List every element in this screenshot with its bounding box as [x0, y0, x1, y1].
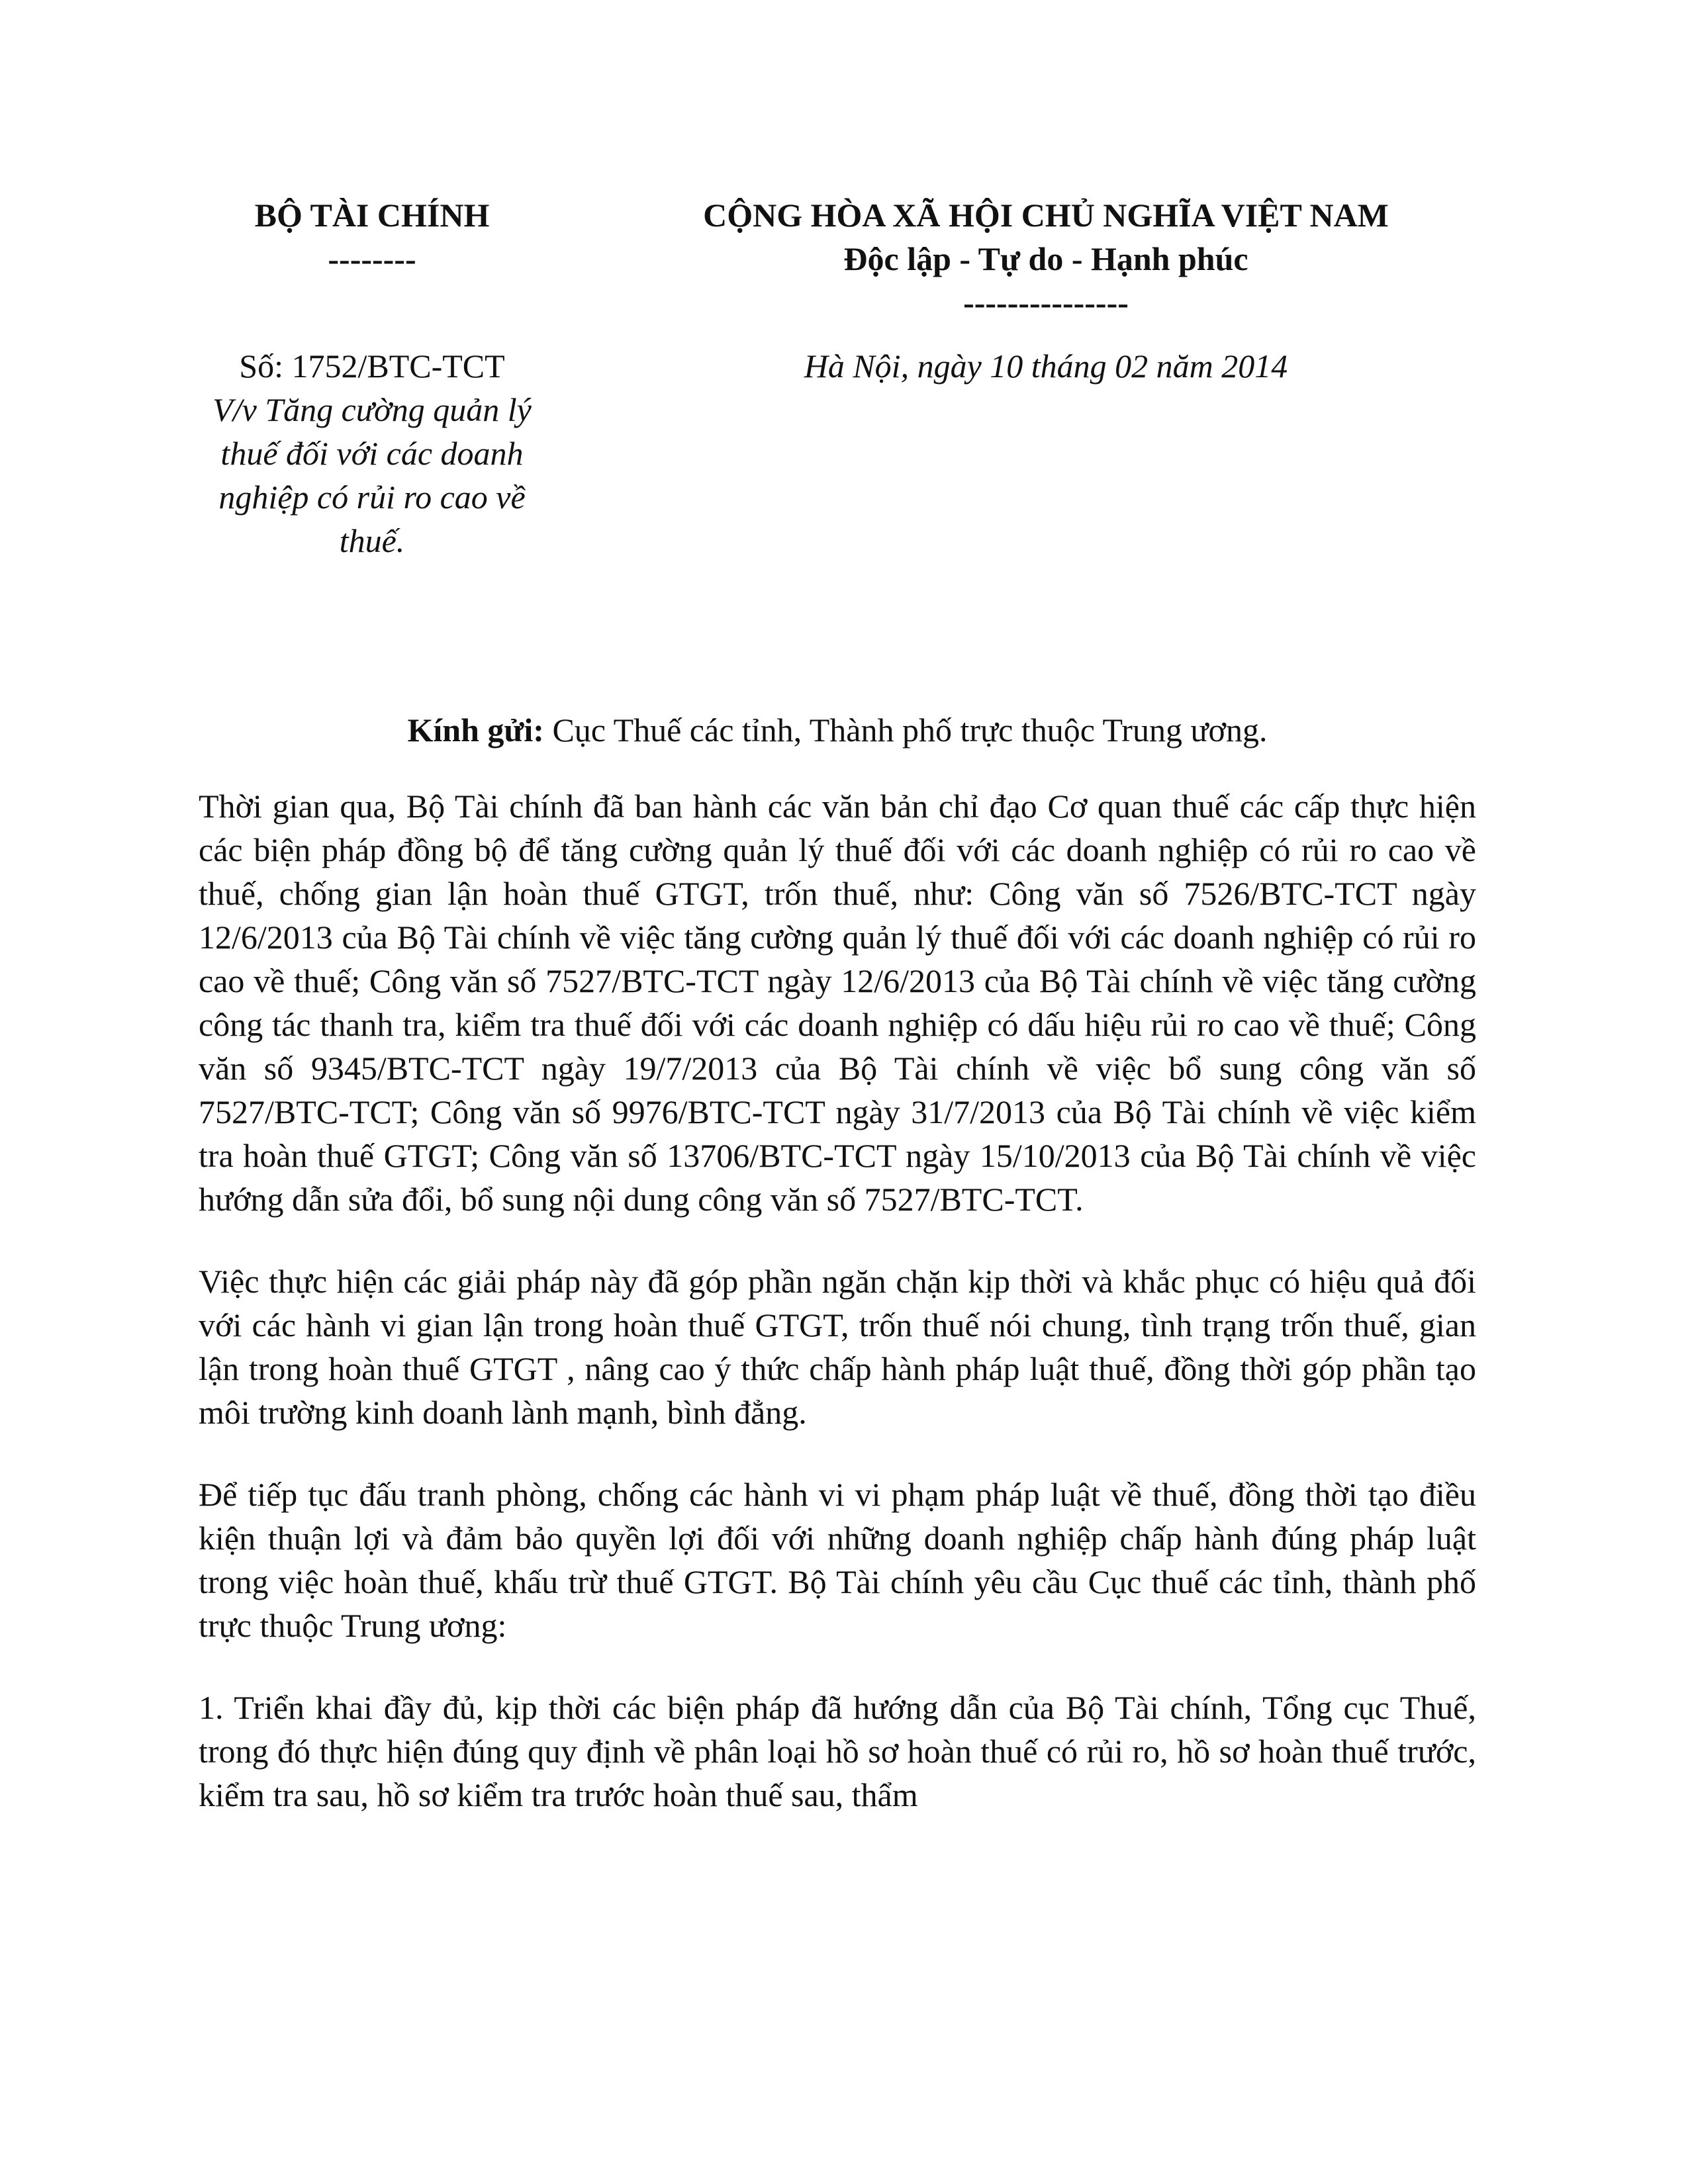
body-paragraph-3: Để tiếp tục đấu tranh phòng, chống các hành vi vi phạm pháp luật về thuế, đồng thời tạo điều kiện thuận lợi và đảm bảo quyền lợi đối với những doanh nghiệp chấp hành đúng pháp luật trong việc hoàn thuế, khấu trừ thuế GTGT. Bộ Tài chính yêu cầu Cục thuế các tỉnh, thành phố trực thuộc Trung ương: [199, 1476, 1476, 1644]
recipient-label: Kính gửi: [407, 711, 544, 749]
national-motto: Độc lập - Tự do - Hạnh phúc [843, 240, 1248, 277]
recipient-line [199, 708, 1476, 752]
document-date: Hà Nội, ngày 10 tháng 02 năm 2014 [804, 347, 1288, 385]
document-number: Số: 1752/BTC-TCT [239, 347, 505, 385]
body-paragraph-2: Việc thực hiện các giải pháp này đã góp phần ngăn chặn kịp thời và khắc phục có hiệu quả đối với các hành vi gian lận trong hoàn thuế GTGT, trốn thuế nói chung, tình trạng trốn thuế, gian lận trong hoàn thuế GTGT , nâng cao ý thức chấp hành pháp luật thuế, đồng thời góp phần tạo môi trường kinh doanh lành mạnh, bình đẳng. [199, 1263, 1476, 1431]
document-body [199, 784, 1476, 1855]
document-subject: V/v Tăng cường quản lý thuế đối với các doanh nghiệp có rủi ro cao về thuế. [212, 391, 532, 559]
national-header [616, 193, 1476, 324]
body-paragraph-4: 1. Triển khai đầy đủ, kịp thời các biện pháp đã hướng dẫn của Bộ Tài chính, Tổng cục Thuế, trong đó thực hiện đúng quy định về phân loại hồ sơ hoàn thuế có rủi ro, hồ sơ hoàn thuế trước, kiểm tra sau, hồ sơ kiểm tra trước hoàn thuế sau, thẩm [199, 1689, 1476, 1813]
country-name: CỘNG HÒA XÃ HỘI CHỦ NGHĨA VIỆT NAM [703, 197, 1389, 234]
issuing-agency: BỘ TÀI CHÍNH [254, 197, 490, 234]
motto-rule: --------------- [963, 284, 1129, 321]
document-reference [173, 344, 571, 563]
agency-rule: -------- [328, 240, 416, 277]
recipient-text: Cục Thuế các tỉnh, Thành phố trực thuộc Trung ương. [543, 711, 1268, 749]
issuing-agency-block [173, 193, 571, 281]
body-paragraph-1: Thời gian qua, Bộ Tài chính đã ban hành các văn bản chỉ đạo Cơ quan thuế các cấp thực hiện các biện pháp đồng bộ để tăng cường quản lý thuế đối với các doanh nghiệp có rủi ro cao về thuế, chống gian lận hoàn thuế GTGT, trốn thuế, như: Công văn số 7526/BTC-TCT ngày 12/6/2013 của Bộ Tài chính về việc tăng cường quản lý thuế đối với các doanh nghiệp có rủi ro cao về thuế; Công văn số 7527/BTC-TCT ngày 12/6/2013 của Bộ Tài chính về việc tăng cường công tác thanh tra, kiểm tra thuế đối với các doanh nghiệp có dấu hiệu rủi ro cao về thuế; Công văn số 9345/BTC-TCT ngày 19/7/2013 của Bộ Tài chính về việc bổ sung công văn số 7527/BTC-TCT; Công văn số 9976/BTC-TCT ngày 31/7/2013 của Bộ Tài chính về việc kiểm tra hoàn thuế GTGT; Công văn số 13706/BTC-TCT ngày 15/10/2013 của Bộ Tài chính về việc hướng dẫn sửa đổi, bổ sung nội dung công văn số 7527/BTC-TCT. [199, 788, 1476, 1218]
